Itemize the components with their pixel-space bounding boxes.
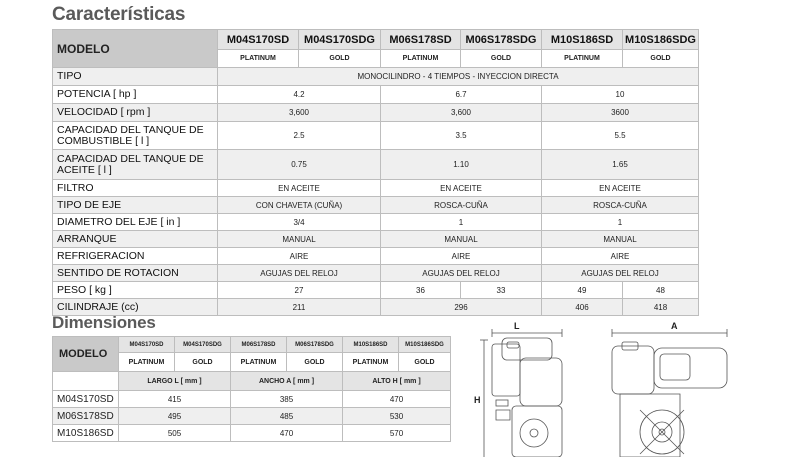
row-value: 415 <box>119 391 231 408</box>
grade-label: PLATINUM <box>119 353 175 372</box>
row-label: TIPO DE EJE <box>53 197 218 214</box>
table-row <box>53 104 699 122</box>
table-row <box>53 180 699 197</box>
table-row <box>53 282 699 299</box>
row-value: EN ACEITE <box>218 180 381 197</box>
row-value: AIRE <box>218 248 381 265</box>
model-header: M10S186SD <box>343 337 399 353</box>
model-header: M06S178SD <box>231 337 287 353</box>
table-row <box>53 68 699 86</box>
model-header: M04S170SDG <box>299 30 381 50</box>
row-value: ROSCA-CUÑA <box>381 197 542 214</box>
table-row <box>53 122 699 150</box>
row-label: PESO [ kg ] <box>53 282 218 299</box>
table-row <box>53 231 699 248</box>
row-label: CILINDRAJE (cc) <box>53 299 218 316</box>
dimensiones-title: Dimensiones <box>52 313 156 332</box>
model-header: M04S170SD <box>218 30 299 50</box>
row-label: CAPACIDAD DEL TANQUE DE COMBUSTIBLE [ l ] <box>53 122 218 150</box>
row-label: SENTIDO DE ROTACION <box>53 265 218 282</box>
row-value: 10 <box>542 86 699 104</box>
row-value: 1.65 <box>542 150 699 180</box>
table-row <box>53 214 699 231</box>
row-value: 3/4 <box>218 214 381 231</box>
modelo-header: MODELO <box>53 337 119 372</box>
grade-label: GOLD <box>299 50 381 68</box>
row-value: 1.10 <box>381 150 542 180</box>
row-value: 418 <box>623 299 699 316</box>
row-value: 27 <box>218 282 381 299</box>
specifications-table <box>52 29 699 316</box>
row-label: TIPO <box>53 68 218 86</box>
row-label: CAPACIDAD DEL TANQUE DE ACEITE [ l ] <box>53 150 218 180</box>
grade-label: PLATINUM <box>218 50 299 68</box>
model-header: M06S178SD <box>381 30 461 50</box>
grade-label: GOLD <box>175 353 231 372</box>
row-value: 5.5 <box>542 122 699 150</box>
row-label: M06S178SD <box>53 408 119 425</box>
row-value: 296 <box>381 299 542 316</box>
model-header: M10S186SD <box>542 30 623 50</box>
row-value: MANUAL <box>218 231 381 248</box>
dimension-label-a: A <box>671 321 678 331</box>
dimensions-table <box>52 336 451 442</box>
row-value: 2.5 <box>218 122 381 150</box>
model-header: M06S178SDG <box>461 30 542 50</box>
table-row <box>53 408 451 425</box>
row-label: M10S186SD <box>53 425 119 442</box>
table-row <box>53 86 699 104</box>
row-label: VELOCIDAD [ rpm ] <box>53 104 218 122</box>
row-value: 4.2 <box>218 86 381 104</box>
row-value: 385 <box>231 391 343 408</box>
table-row <box>53 391 451 408</box>
row-label: DIAMETRO DEL EJE [ in ] <box>53 214 218 231</box>
row-value: 36 <box>381 282 461 299</box>
grade-label: PLATINUM <box>231 353 287 372</box>
row-value: 485 <box>231 408 343 425</box>
row-label: ARRANQUE <box>53 231 218 248</box>
row-value: 33 <box>461 282 542 299</box>
row-value: MONOCILINDRO - 4 TIEMPOS - INYECCION DIRECTA <box>218 68 699 86</box>
row-value: AIRE <box>542 248 699 265</box>
row-value: 470 <box>343 391 451 408</box>
grade-label: GOLD <box>623 50 699 68</box>
row-label: REFRIGERACION <box>53 248 218 265</box>
model-header: M06S178SDG <box>287 337 343 353</box>
row-value: 211 <box>218 299 381 316</box>
dim-header: ALTO H [ mm ] <box>343 372 451 391</box>
grade-label: GOLD <box>399 353 451 372</box>
row-value: EN ACEITE <box>381 180 542 197</box>
dimension-label-l: L <box>514 321 520 331</box>
row-value: ROSCA-CUÑA <box>542 197 699 214</box>
model-header: M10S186SDG <box>623 30 699 50</box>
table-row <box>53 150 699 180</box>
engine-front-view <box>612 342 727 457</box>
row-value: 3.5 <box>381 122 542 150</box>
row-value: 3,600 <box>218 104 381 122</box>
caracteristicas-title: Características <box>52 4 186 25</box>
row-value: AGUJAS DEL RELOJ <box>542 265 699 282</box>
row-value: AIRE <box>381 248 542 265</box>
row-value: AGUJAS DEL RELOJ <box>381 265 542 282</box>
grade-label: GOLD <box>461 50 542 68</box>
row-label: POTENCIA [ hp ] <box>53 86 218 104</box>
model-header: M10S186SDG <box>399 337 451 353</box>
table-row <box>53 425 451 442</box>
row-value: 530 <box>343 408 451 425</box>
row-value: CON CHAVETA (CUÑA) <box>218 197 381 214</box>
row-value: 406 <box>542 299 623 316</box>
grade-label: GOLD <box>287 353 343 372</box>
table-row <box>53 248 699 265</box>
row-value: EN ACEITE <box>542 180 699 197</box>
grade-label: PLATINUM <box>542 50 623 68</box>
row-value: 495 <box>119 408 231 425</box>
row-value: AGUJAS DEL RELOJ <box>218 265 381 282</box>
dim-header: LARGO L [ mm ] <box>119 372 231 391</box>
row-value: MANUAL <box>542 231 699 248</box>
row-value: 3,600 <box>381 104 542 122</box>
row-value: 1 <box>542 214 699 231</box>
engine-dimension-diagram <box>472 320 772 457</box>
row-label: FILTRO <box>53 180 218 197</box>
row-value: MANUAL <box>381 231 542 248</box>
row-value: 1 <box>381 214 542 231</box>
row-value: 0.75 <box>218 150 381 180</box>
row-value: 6.7 <box>381 86 542 104</box>
table-row <box>53 197 699 214</box>
modelo-header: MODELO <box>53 30 218 68</box>
model-header: M04S170SDG <box>175 337 231 353</box>
dimension-label-h: H <box>474 395 481 405</box>
engine-side-view <box>492 338 562 457</box>
table-row <box>53 265 699 282</box>
row-value: 3600 <box>542 104 699 122</box>
row-value: 470 <box>231 425 343 442</box>
row-value: 505 <box>119 425 231 442</box>
row-label: M04S170SD <box>53 391 119 408</box>
row-value: 570 <box>343 425 451 442</box>
model-header: M04S170SD <box>119 337 175 353</box>
dim-header: ANCHO A [ mm ] <box>231 372 343 391</box>
blank-cell <box>53 372 119 391</box>
grade-label: PLATINUM <box>381 50 461 68</box>
row-value: 49 <box>542 282 623 299</box>
grade-label: PLATINUM <box>343 353 399 372</box>
row-value: 48 <box>623 282 699 299</box>
